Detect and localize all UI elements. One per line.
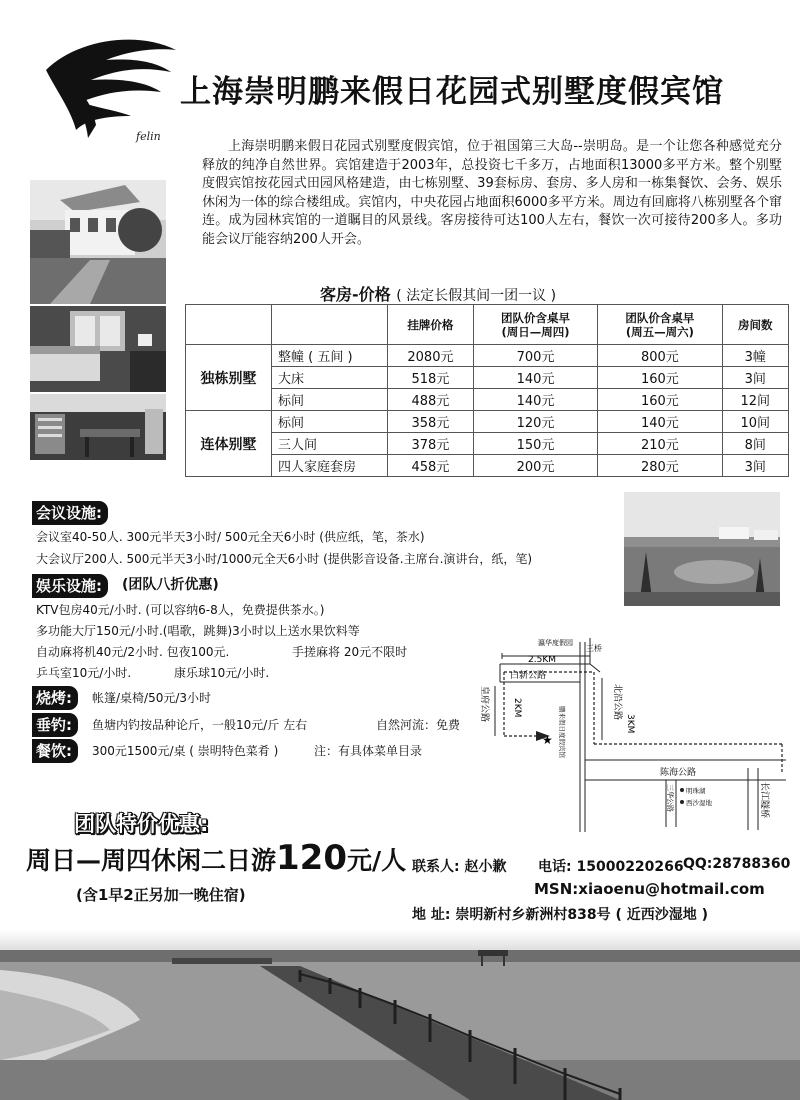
svg-text:★: ★ — [542, 733, 553, 747]
contact-address-label: 地 址: — [412, 907, 451, 923]
promo-main-suffix: 元/人 — [347, 846, 407, 875]
table-row — [186, 367, 789, 389]
header-room-count: 房间数 — [722, 305, 788, 345]
list-price-cell: 378元 — [388, 433, 474, 455]
entertainment-discount: (团队八折优惠) — [122, 577, 219, 593]
contact-msn: MSN:xiaoenu@hotmail.com — [534, 880, 765, 898]
contact-phone-number: 15000220266 — [576, 859, 684, 875]
pingpong-line: 乒乓室10元/小时. — [36, 666, 132, 680]
map-road-chenhai: 陈海公路 — [660, 768, 697, 778]
dining-text: 300元1500元/桌 ( 崇明特色菜肴 ) — [92, 744, 279, 758]
contact-qq: QQ:28788360 — [683, 856, 791, 872]
contact-phone-label: 电话: — [538, 859, 572, 875]
villa-exterior-photo — [30, 180, 166, 304]
weekday-price-cell: 700元 — [473, 345, 597, 367]
ktv-line: KTV包房40元/小时. (可以容纳6-8人，免费提供茶水。) — [36, 603, 325, 617]
table-row — [186, 411, 789, 433]
weekend-price-cell: 280元 — [598, 455, 722, 477]
price-heading-note: ( 法定长假其间一团一议 ) — [396, 288, 557, 304]
fishing-label: 垂钓: — [32, 713, 78, 737]
page-title: 上海崇明鹏来假日花园式别墅度假宾馆 — [180, 74, 724, 110]
weekend-price-cell: 140元 — [598, 411, 722, 433]
weekend-price-cell: 160元 — [598, 367, 722, 389]
room-count-cell: 3间 — [722, 367, 788, 389]
promo-main — [26, 838, 406, 878]
weekday-price-cell: 200元 — [473, 455, 597, 477]
contact-person-label: 联系人: — [412, 859, 460, 875]
table-row — [186, 389, 789, 411]
table-header-row — [186, 305, 789, 345]
map-road-sanhua: 三华公路 — [666, 784, 674, 812]
hotel-logo — [36, 30, 186, 143]
map-top-place: 瀛华度假园 — [538, 639, 573, 647]
header-category — [186, 305, 272, 345]
intro-paragraph: 上海崇明鹏来假日花园式别墅度假宾馆，位于祖国第三大岛--崇明岛。是一个让您各种感觉充分释放的纯净自然世界。宾馆建造于2003年，总投资七千多万，占地面积13000多平方米。整个别墅度假宾馆按花园式田园风格建造，由七栋别墅、39套标房、套房、多人房和一栋集餐饮、会务、娱乐休闲为一体的综合楼组成。宾馆内，中央花园占地面积6000多平方米。周边有回廊将八栋别墅各个窜连。成为园林宾馆的一道瞩目的风景线。客房接待可达100人左右，餐饮一次可接待200多人。多功能会议厅能容纳200人开会。 — [202, 139, 782, 247]
fishing-river-text: 自然河流：免费 — [376, 718, 461, 732]
map-bridge: 长江隧桥 — [759, 782, 769, 819]
garden-photo — [624, 492, 780, 606]
map-road-beiyan: 北沿公路 — [612, 684, 622, 721]
room-count-cell: 12间 — [722, 389, 788, 411]
room-count-cell: 10间 — [722, 411, 788, 433]
teahouse-photo — [30, 394, 166, 460]
map-road-huangfu: 皇府公路 — [479, 686, 489, 723]
fishing-text: 鱼塘内钓按品种论斤，一般10元/斤 左右 — [92, 718, 308, 732]
weekday-price-cell: 140元 — [473, 389, 597, 411]
contact-address — [412, 904, 708, 924]
mahjong-manual-line: 手搓麻将 20元不限时 — [292, 645, 408, 659]
header-list-price: 挂牌价格 — [388, 305, 474, 345]
weekday-price-cell: 120元 — [473, 411, 597, 433]
header-room — [272, 305, 388, 345]
price-heading — [320, 282, 556, 305]
contact-address-value: 崇明新村乡新洲村838号 ( 近西沙湿地 ) — [455, 907, 709, 923]
room-count-cell: 3间 — [722, 455, 788, 477]
room-cell: 整幢 ( 五间 ) — [272, 345, 388, 367]
wetland-boardwalk-photo — [0, 930, 800, 1100]
contact-person — [412, 856, 506, 876]
room-count-cell: 8间 — [722, 433, 788, 455]
map-dist-3km: 3KM — [625, 714, 635, 734]
list-price-cell: 458元 — [388, 455, 474, 477]
promo-price: 120 — [276, 838, 347, 878]
room-cell: 标间 — [272, 389, 388, 411]
table-row — [186, 433, 789, 455]
table-row — [186, 455, 789, 477]
room-cell: 标间 — [272, 411, 388, 433]
room-cell: 四人家庭套房 — [272, 455, 388, 477]
room-cell: 三人间 — [272, 433, 388, 455]
room-count-cell: 3幢 — [722, 345, 788, 367]
promo-title: 团队特价优惠: — [74, 812, 209, 836]
location-map — [479, 632, 790, 834]
header-weekend-price: 团队价含桌早 (周五—周六) — [598, 305, 722, 345]
bbq-text: 帐篷/桌椅/50元/3小时 — [92, 691, 212, 705]
header-weekday-price: 团队价含桌早 (周日—周四) — [473, 305, 597, 345]
price-heading-title: 客房-价格 — [320, 285, 391, 304]
contact-person-name: 赵小歉 — [464, 859, 507, 875]
weekend-price-cell: 800元 — [598, 345, 722, 367]
map-hotel-label: 鹏来假日度假宾馆 — [558, 706, 566, 758]
category-cell: 连体别墅 — [186, 411, 272, 477]
weekday-price-cell: 150元 — [473, 433, 597, 455]
promo-main-prefix: 周日—周四休闲二日游 — [26, 846, 277, 875]
table-row — [186, 345, 789, 367]
dining-label: 餐饮: — [32, 739, 78, 763]
logo-signature: felin — [136, 130, 161, 143]
mahjong-auto-line: 自动麻将机40元/2小时. 包夜100元. — [36, 645, 230, 659]
map-place-2: 西沙湿地 — [686, 799, 712, 807]
contact-phone — [538, 856, 684, 876]
promo-sub: (含1早2正另加一晚住宿) — [76, 886, 246, 904]
weekend-price-cell: 160元 — [598, 389, 722, 411]
meeting-label: 会议设施: — [32, 501, 108, 525]
list-price-cell: 358元 — [388, 411, 474, 433]
list-price-cell: 518元 — [388, 367, 474, 389]
meeting-line-small: 会议室40-50人. 300元半天3小时/ 500元全天6小时 (供应纸，笔，茶水) — [36, 530, 425, 544]
map-sanqiao: 三桥 — [586, 644, 602, 653]
map-road-baixin: 白新公路 — [510, 671, 547, 681]
weekday-price-cell: 140元 — [473, 367, 597, 389]
hall-line: 多功能大厅150元/小时.(唱歌，跳舞)3小时以上送水果饮料等 — [36, 624, 360, 638]
list-price-cell: 2080元 — [388, 345, 474, 367]
bbq-label: 烧烤: — [32, 686, 78, 710]
weekend-price-cell: 210元 — [598, 433, 722, 455]
category-cell: 独栋别墅 — [186, 345, 272, 411]
meeting-line-large: 大会议厅200人. 500元半天3小时/1000元全天6小时 (提供影音设备.主席台.演讲台，纸，笔) — [36, 552, 533, 566]
entertainment-label: 娱乐设施: — [32, 574, 108, 598]
room-price-table — [185, 304, 789, 477]
guest-room-photo — [30, 306, 166, 392]
dining-note: 注：有具体菜单目录 — [314, 744, 423, 758]
map-dist-h: 2.5KM — [528, 655, 556, 665]
list-price-cell: 488元 — [388, 389, 474, 411]
map-place-1: 明珠湖 — [686, 787, 706, 795]
map-dist-2km: 2KM — [512, 698, 522, 718]
billiards-line: 康乐球10元/小时. — [174, 666, 270, 680]
room-cell: 大床 — [272, 367, 388, 389]
